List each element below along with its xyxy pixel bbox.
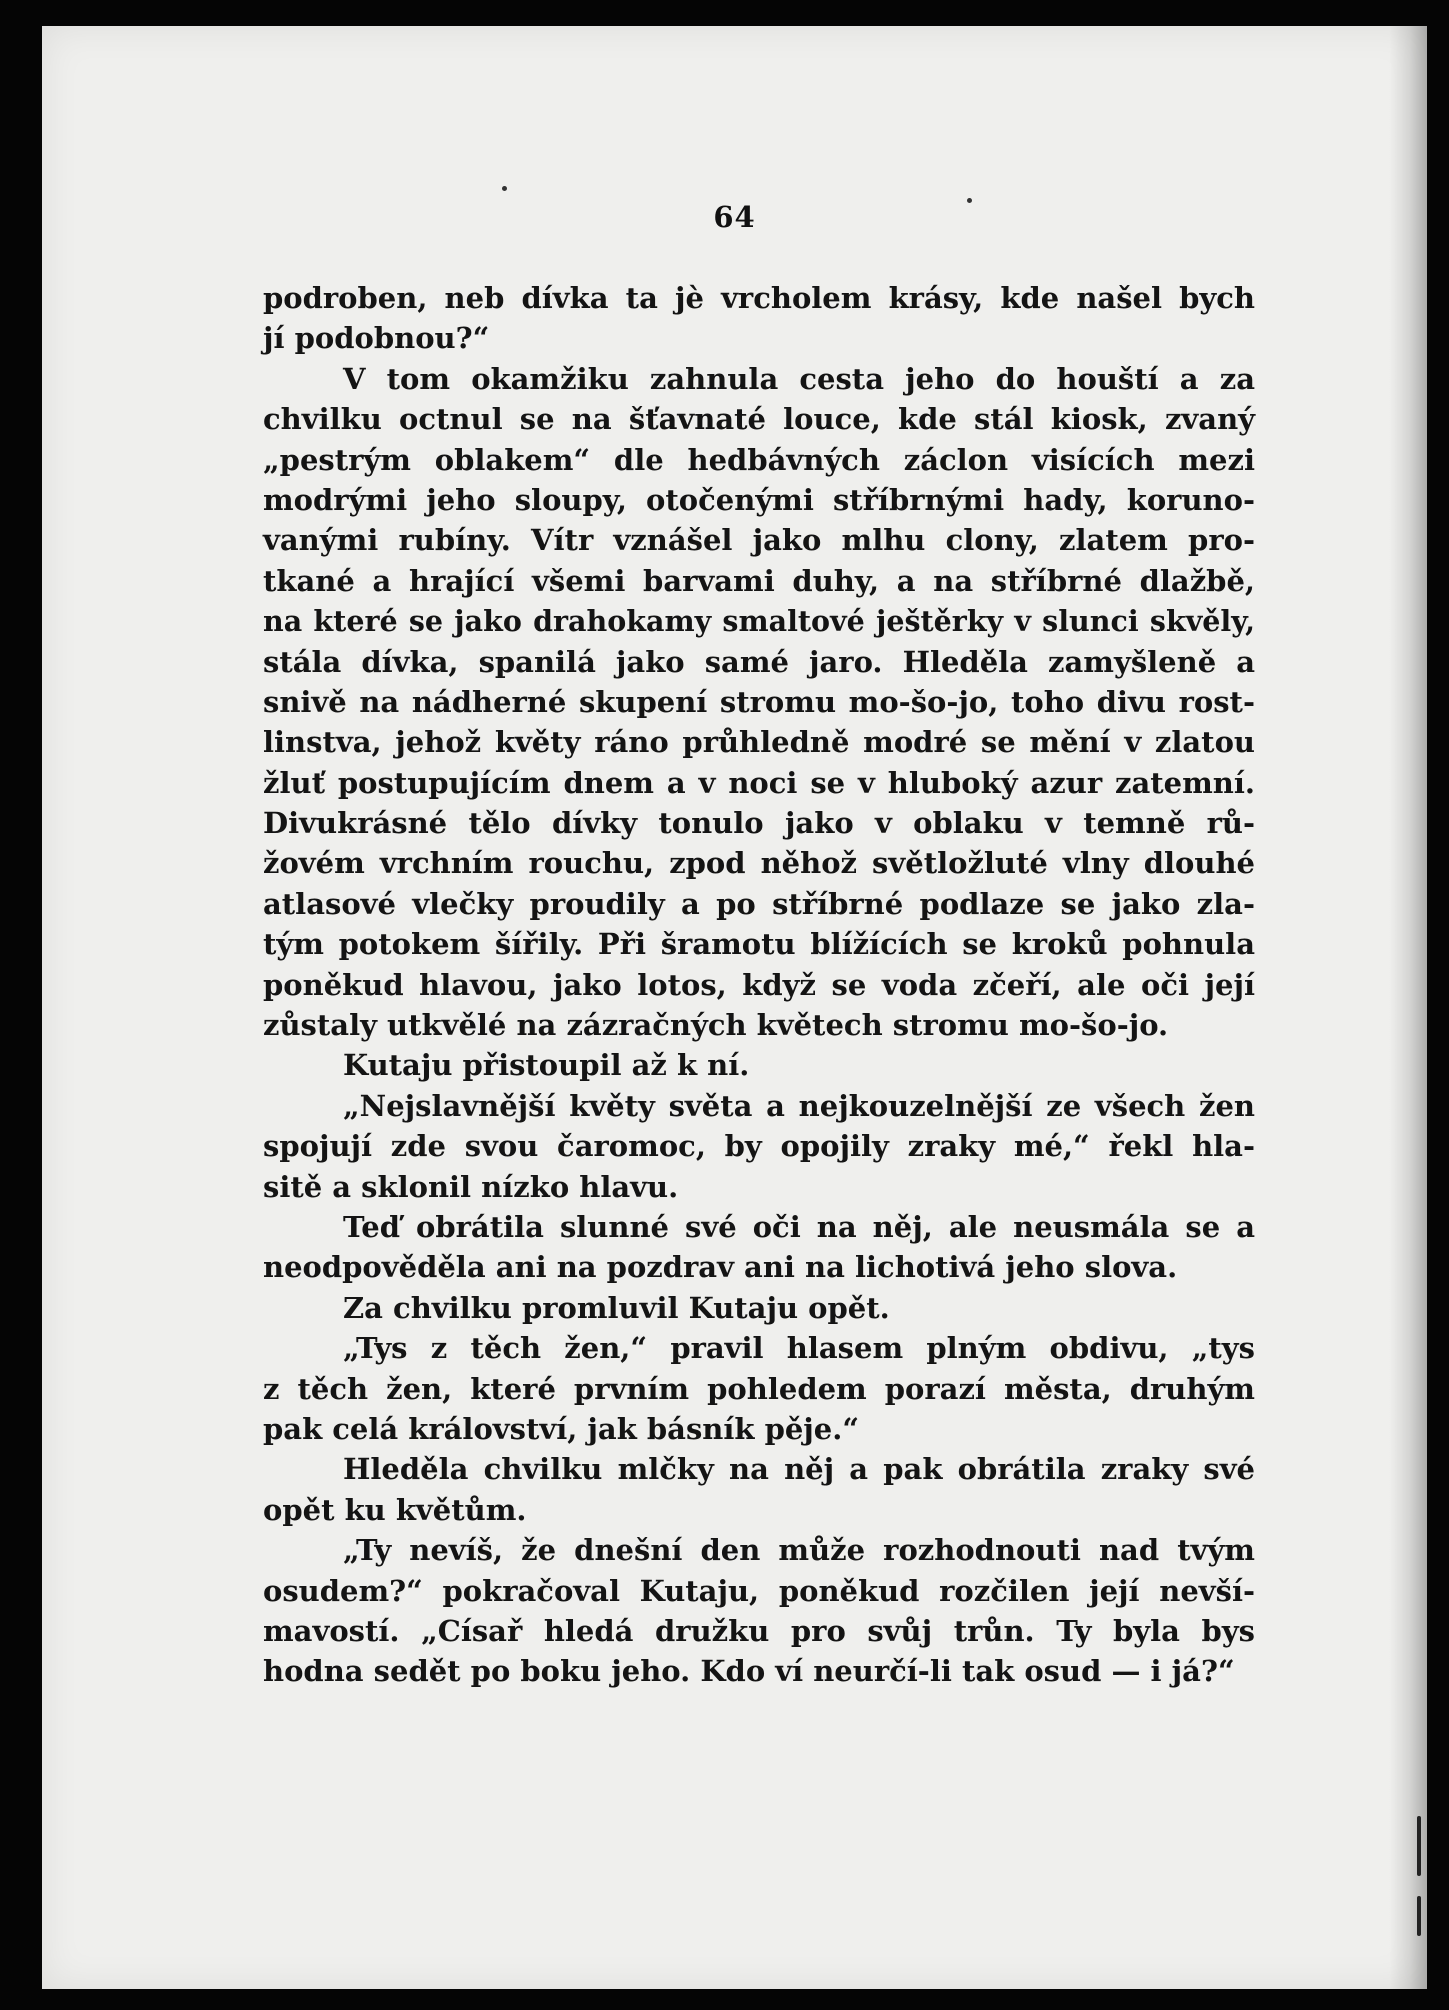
print-speck	[502, 186, 507, 191]
text-line: mavostí. „Císař hledá družku pro svůj trůn. Ty byla bys	[263, 1613, 1255, 1648]
text-line: „pestrým oblakem“ dle hedbávných záclon visících mezi	[263, 442, 1255, 477]
text-line: z těch žen, které prvním pohledem porazí města, druhým	[263, 1371, 1255, 1406]
text-line: Hleděla chvilku mlčky na něj a pak obrátila zraky své	[343, 1452, 1255, 1487]
text-line: tkané a hrající všemi barvami duhy, a na stříbrné dlažbě,	[263, 563, 1255, 598]
text-line: chvilku octnul se na šťavnaté louce, kde stál kiosk, zvaný	[263, 402, 1255, 437]
text-line: „Nejslavnější květy světa a nejkouzelnější ze všech žen	[343, 1088, 1255, 1123]
text-line: „Tys z těch žen,“ pravil hlasem plným obdivu, „tys	[343, 1331, 1255, 1366]
text-line: sitě a sklonil nízko hlavu.	[263, 1169, 679, 1204]
text-line: „Ty nevíš, že dnešní den může rozhodnouti nad tvým	[343, 1533, 1255, 1568]
page-edge-shadow	[1389, 26, 1427, 1989]
text-line: jí podobnou?“	[263, 321, 490, 356]
text-line: Divukrásné tělo dívky tonulo jako v oblaku v temně rů-	[263, 806, 1255, 841]
text-line: vanými rubíny. Vítr vznášel jako mlhu clony, zlatem pro-	[263, 523, 1255, 558]
text-line: stála dívka, spanilá jako samé jaro. Hleděla zamyšleně a	[263, 644, 1255, 679]
text-line: hodna sedět po boku jeho. Kdo ví neurčí-li tak osud — i já?“	[263, 1654, 1235, 1689]
text-line: Za chvilku promluvil Kutaju opět.	[343, 1290, 890, 1325]
text-line: poněkud hlavou, jako lotos, když se voda zčeří, ale oči její	[263, 967, 1255, 1002]
text-line: osudem?“ pokračoval Kutaju, poněkud rozčilen její nevší-	[263, 1573, 1255, 1608]
text-line: modrými jeho sloupy, otočenými stříbrnými hady, koruno-	[263, 482, 1255, 517]
text-line: V tom okamžiku zahnula cesta jeho do houští a za	[343, 361, 1255, 396]
text-line: zůstaly utkvělé na zázračných květech stromu mo-šo-jo.	[263, 1008, 1169, 1043]
binding-mark	[1417, 1816, 1421, 1876]
text-line: podroben, neb dívka ta jè vrcholem krásy, kde našel bych	[263, 281, 1255, 315]
text-line: žovém vrchním rouchu, zpod něhož světložluté vlny dlouhé	[263, 846, 1255, 881]
text-line: opět ku květům.	[263, 1492, 527, 1527]
text-line: linstva, jehož květy ráno průhledně modré se mění v zlatou	[263, 725, 1255, 760]
text-line: snivě na nádherné skupení stromu mo-šo-jo, toho divu rost-	[263, 684, 1255, 719]
text-line: atlasové vlečky proudily a po stříbrné podlaze se jako zla-	[263, 886, 1255, 921]
body-text	[263, 278, 1255, 1692]
text-line: na které se jako drahokamy smaltové ještěrky v slunci skvěly,	[263, 604, 1255, 639]
text-line: Kutaju přistoupil až k ní.	[343, 1048, 750, 1083]
page-number: 64	[713, 200, 756, 234]
text-line: Teď obrátila slunné své oči na něj, ale neusmála se a	[343, 1209, 1255, 1244]
text-line: žluť postupujícím dnem a v noci se v hluboký azur zatemní.	[263, 765, 1255, 800]
text-line: spojují zde svou čaromoc, by opojily zraky mé,“ řekl hla-	[263, 1129, 1255, 1164]
text-line: pak celá království, jak básník pěje.“	[263, 1411, 860, 1446]
text-line: tým potokem šířily. Při šramotu blížících se kroků pohnula	[263, 927, 1255, 962]
binding-mark	[1417, 1896, 1421, 1936]
text-line: neodpověděla ani na pozdrav ani na lichotivá jeho slova.	[263, 1250, 1178, 1285]
